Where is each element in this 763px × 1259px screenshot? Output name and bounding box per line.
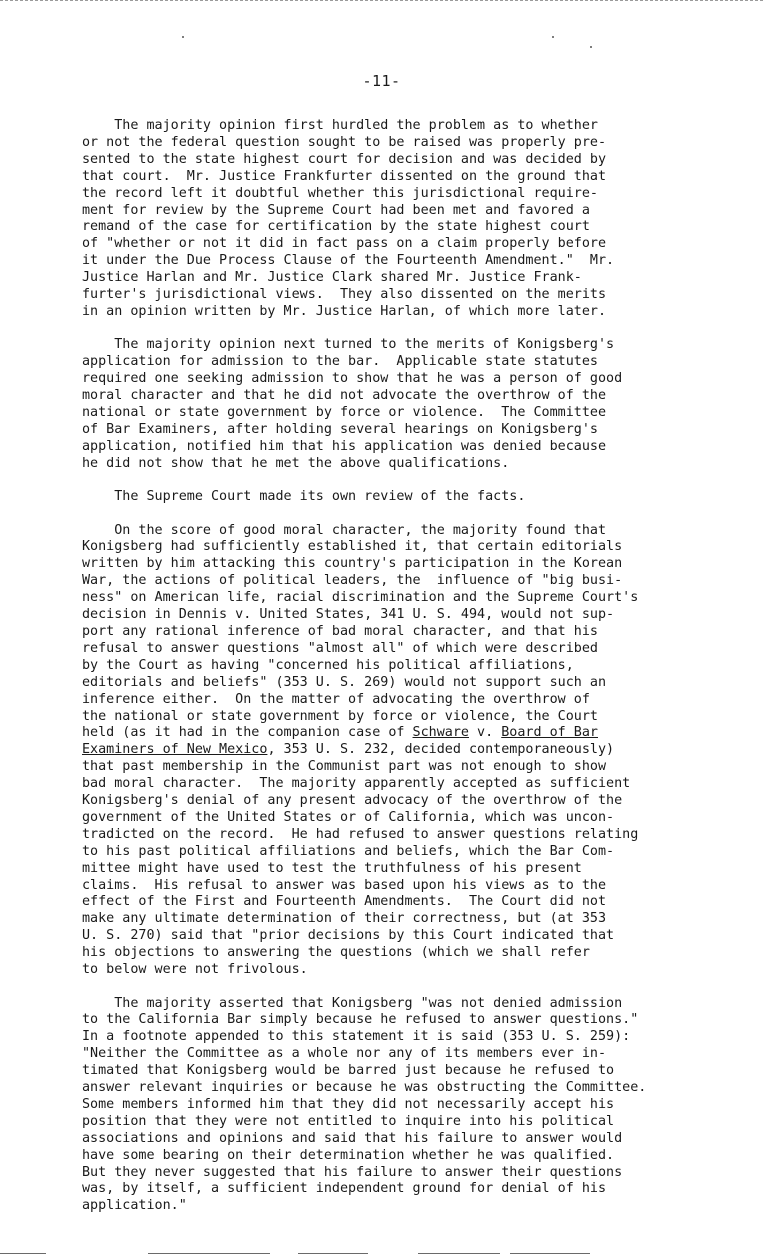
text-line: national or state government by force or violence. The Committee — [82, 405, 607, 420]
text-line: inference either. On the matter of advocating the overthrow of — [82, 691, 590, 707]
text-line: written by him attacking this country's participation in the Korean — [82, 556, 623, 572]
text-line: editorials and beliefs" (353 U. S. 269) would not support such an — [82, 674, 607, 690]
text-line: held (as it had in the companion case of Schware v. Board of Bar — [82, 725, 598, 741]
text-line: that court. Mr. Justice Frankfurter dissented on the ground that — [82, 168, 607, 184]
text-line: U. S. 270) said that "prior decisions by this Court indicated that — [82, 928, 615, 944]
text-line: in an opinion written by Mr. Justice Harlan, of which more later. — [82, 303, 607, 319]
underlined-case-name: Board of Bar — [501, 725, 598, 741]
text-line: to the California Bar simply because he refused to answer questions." — [82, 1012, 639, 1028]
text-line: have some bearing on their determination whether he was qualified. — [82, 1147, 615, 1163]
paragraph-gap — [82, 506, 722, 523]
text-line: bad moral character. The majority apparently accepted as sufficient — [82, 776, 631, 792]
text-line: remand of the case for certification by the state highest court — [82, 219, 590, 235]
text-line: furter's jurisdictional views. They also dissented on the merits — [82, 287, 607, 303]
paragraph — [82, 996, 722, 1216]
text-line: ment for review by the Supreme Court had been met and favored a — [82, 202, 590, 218]
text-line: answer relevant inquiries or because he was obstructing the Committee. — [82, 1080, 647, 1096]
text-line: But they never suggested that his failure to answer their questions — [82, 1164, 623, 1180]
text-line: to below were not frivolous. — [82, 962, 308, 978]
text-line: The Supreme Court made its own review of the facts. — [82, 489, 526, 505]
text-line: War, the actions of political leaders, the influence of "big busi- — [82, 573, 623, 589]
scan-speck — [182, 36, 184, 38]
text-line: The majority asserted that Konigsberg "was not denied admission — [82, 995, 623, 1011]
text-line: Examiners of New Mexico, 353 U. S. 232, decided contemporaneously) — [82, 742, 615, 758]
text-line: ness" on American life, racial discrimination and the Supreme Court's — [82, 590, 639, 606]
text-line: the record left it doubtful whether this jurisdictional require- — [82, 185, 598, 201]
text-line: Justice Harlan and Mr. Justice Clark shared Mr. Justice Frank- — [82, 270, 582, 286]
text-line: The majority opinion first hurdled the problem as to whether — [82, 118, 598, 133]
text-line: associations and opinions and said that his failure to answer would — [82, 1130, 623, 1146]
text-line: refusal to answer questions "almost all" of which were described — [82, 640, 598, 656]
text-line: application, notified him that his application was denied because — [82, 438, 607, 454]
text-line: required one seeking admission to show that he was a person of good — [82, 371, 623, 387]
text-line: or not the federal question sought to be raised was properly pre- — [82, 134, 607, 150]
paragraph-gap — [82, 979, 722, 996]
paragraph-gap — [82, 473, 722, 490]
text-line: to his past political affiliations and beliefs, which the Bar Com- — [82, 843, 615, 859]
text-line: effect of the First and Fourteenth Amendments. The Court did not — [82, 894, 607, 910]
underlined-case-name: Schware — [412, 725, 469, 741]
text-line: by the Court as having "concerned his political affiliations, — [82, 657, 574, 673]
text-line: position that they were not entitled to inquire into his political — [82, 1113, 615, 1129]
text-line: port any rational inference of bad moral character, and that his — [82, 623, 598, 639]
text-line: of Bar Examiners, after holding several hearings on Konigsberg's — [82, 421, 598, 437]
paragraph — [82, 337, 722, 472]
scan-bottom-rule — [298, 1253, 368, 1254]
text-line: application for admission to the bar. Applicable state statutes — [82, 354, 598, 370]
text-line: Konigsberg's denial of any present advocacy of the overthrow of the — [82, 793, 623, 809]
paragraph — [82, 523, 722, 979]
text-line: application." — [82, 1198, 187, 1214]
text-line: of "whether or not it did in fact pass on a claim properly before — [82, 236, 607, 252]
scan-speck — [590, 46, 592, 48]
document-body — [82, 118, 722, 1215]
scan-top-dashed-border — [0, 0, 763, 1]
scan-bottom-rule — [148, 1253, 270, 1254]
paragraph — [82, 118, 722, 321]
underlined-case-name: Examiners of New Mexico — [82, 742, 268, 758]
text-line: mittee might have used to test the truthfulness of his present — [82, 860, 582, 876]
text-line: tradicted on the record. He had refused to answer questions relating — [82, 826, 639, 842]
scan-bottom-rule — [0, 1253, 46, 1254]
text-line: his objections to answering the questions (which we shall refer — [82, 945, 590, 961]
text-line: On the score of good moral character, the majority found that — [82, 522, 607, 538]
page-number: -11- — [362, 72, 401, 90]
text-line: Some members informed him that they did not necessarily accept his — [82, 1096, 615, 1112]
text-line: moral character and that he did not advocate the overthrow of the — [82, 388, 607, 404]
text-line: Konigsberg had sufficiently established it, that certain editorials — [82, 539, 623, 555]
scan-speck — [552, 36, 554, 38]
text-line: In a footnote appended to this statement it is said (353 U. S. 259): — [82, 1029, 631, 1045]
paragraph-gap — [82, 321, 722, 338]
text-line: was, by itself, a sufficient independent ground for denial of his — [82, 1181, 607, 1197]
text-line: it under the Due Process Clause of the Fourteenth Amendment." Mr. — [82, 253, 615, 269]
paragraph — [82, 489, 722, 506]
text-line: decision in Dennis v. United States, 341 U. S. 494, would not sup- — [82, 607, 615, 623]
scan-bottom-rule — [510, 1253, 590, 1254]
text-line: that past membership in the Communist part was not enough to show — [82, 759, 607, 775]
text-line: make any ultimate determination of their correctness, but (at 353 — [82, 911, 607, 927]
text-line: the national or state government by force or violence, the Court — [82, 708, 598, 724]
text-line: The majority opinion next turned to the merits of Konigsberg's — [82, 337, 615, 353]
text-line: he did not show that he met the above qualifications. — [82, 455, 510, 471]
text-line: "Neither the Committee as a whole nor any of its members ever in- — [82, 1046, 607, 1062]
text-line: sented to the state highest court for decision and was decided by — [82, 151, 607, 167]
text-line: government of the United States or of California, which was uncon- — [82, 809, 615, 825]
text-line: timated that Konigsberg would be barred just because he refused to — [82, 1063, 615, 1079]
scan-bottom-rule — [418, 1253, 500, 1254]
text-line: claims. His refusal to answer was based upon his views as to the — [82, 877, 607, 893]
